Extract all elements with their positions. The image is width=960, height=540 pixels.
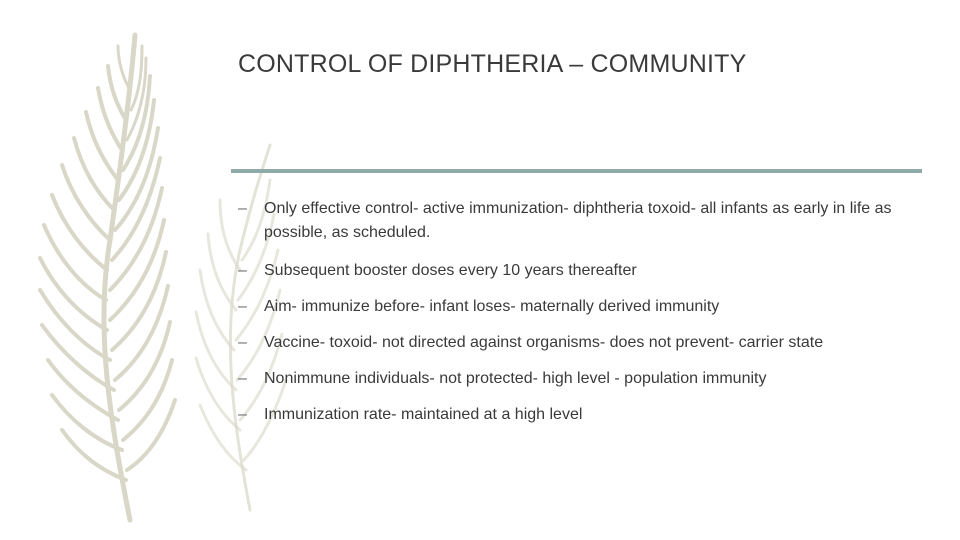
title-divider [231,169,922,173]
bullet-text: Aim- immunize before- infant loses- maternally derived immunity [264,298,720,315]
bullet-text: Nonimmune individuals- not protected- high level - population immunity [264,370,767,387]
bullet-text: Vaccine- toxoid- not directed against organisms- does not prevent- carrier state [264,334,824,351]
slide-title: CONTROL OF DIPHTHERIA – COMMUNITY [238,50,747,78]
bullet-list [238,197,928,427]
list-item [238,367,928,391]
bullet-marker: – [238,200,247,217]
list-item [238,331,928,355]
bullet-marker: – [238,262,247,279]
bullet-text: Subsequent booster doses every 10 years thereafter [264,262,637,279]
bullet-text: Only effective control- active immunization- diphtheria toxoid- all infants as early in life as possible, as scheduled. [264,200,892,241]
bullet-marker: – [238,334,247,351]
list-item [238,403,928,427]
bullet-marker: – [238,406,247,423]
list-item [238,259,928,283]
bullet-marker: – [238,370,247,387]
bullet-marker: – [238,298,247,315]
bullet-text: Immunization rate- maintained at a high level [264,406,583,423]
list-item [238,295,928,319]
list-item [238,197,928,245]
